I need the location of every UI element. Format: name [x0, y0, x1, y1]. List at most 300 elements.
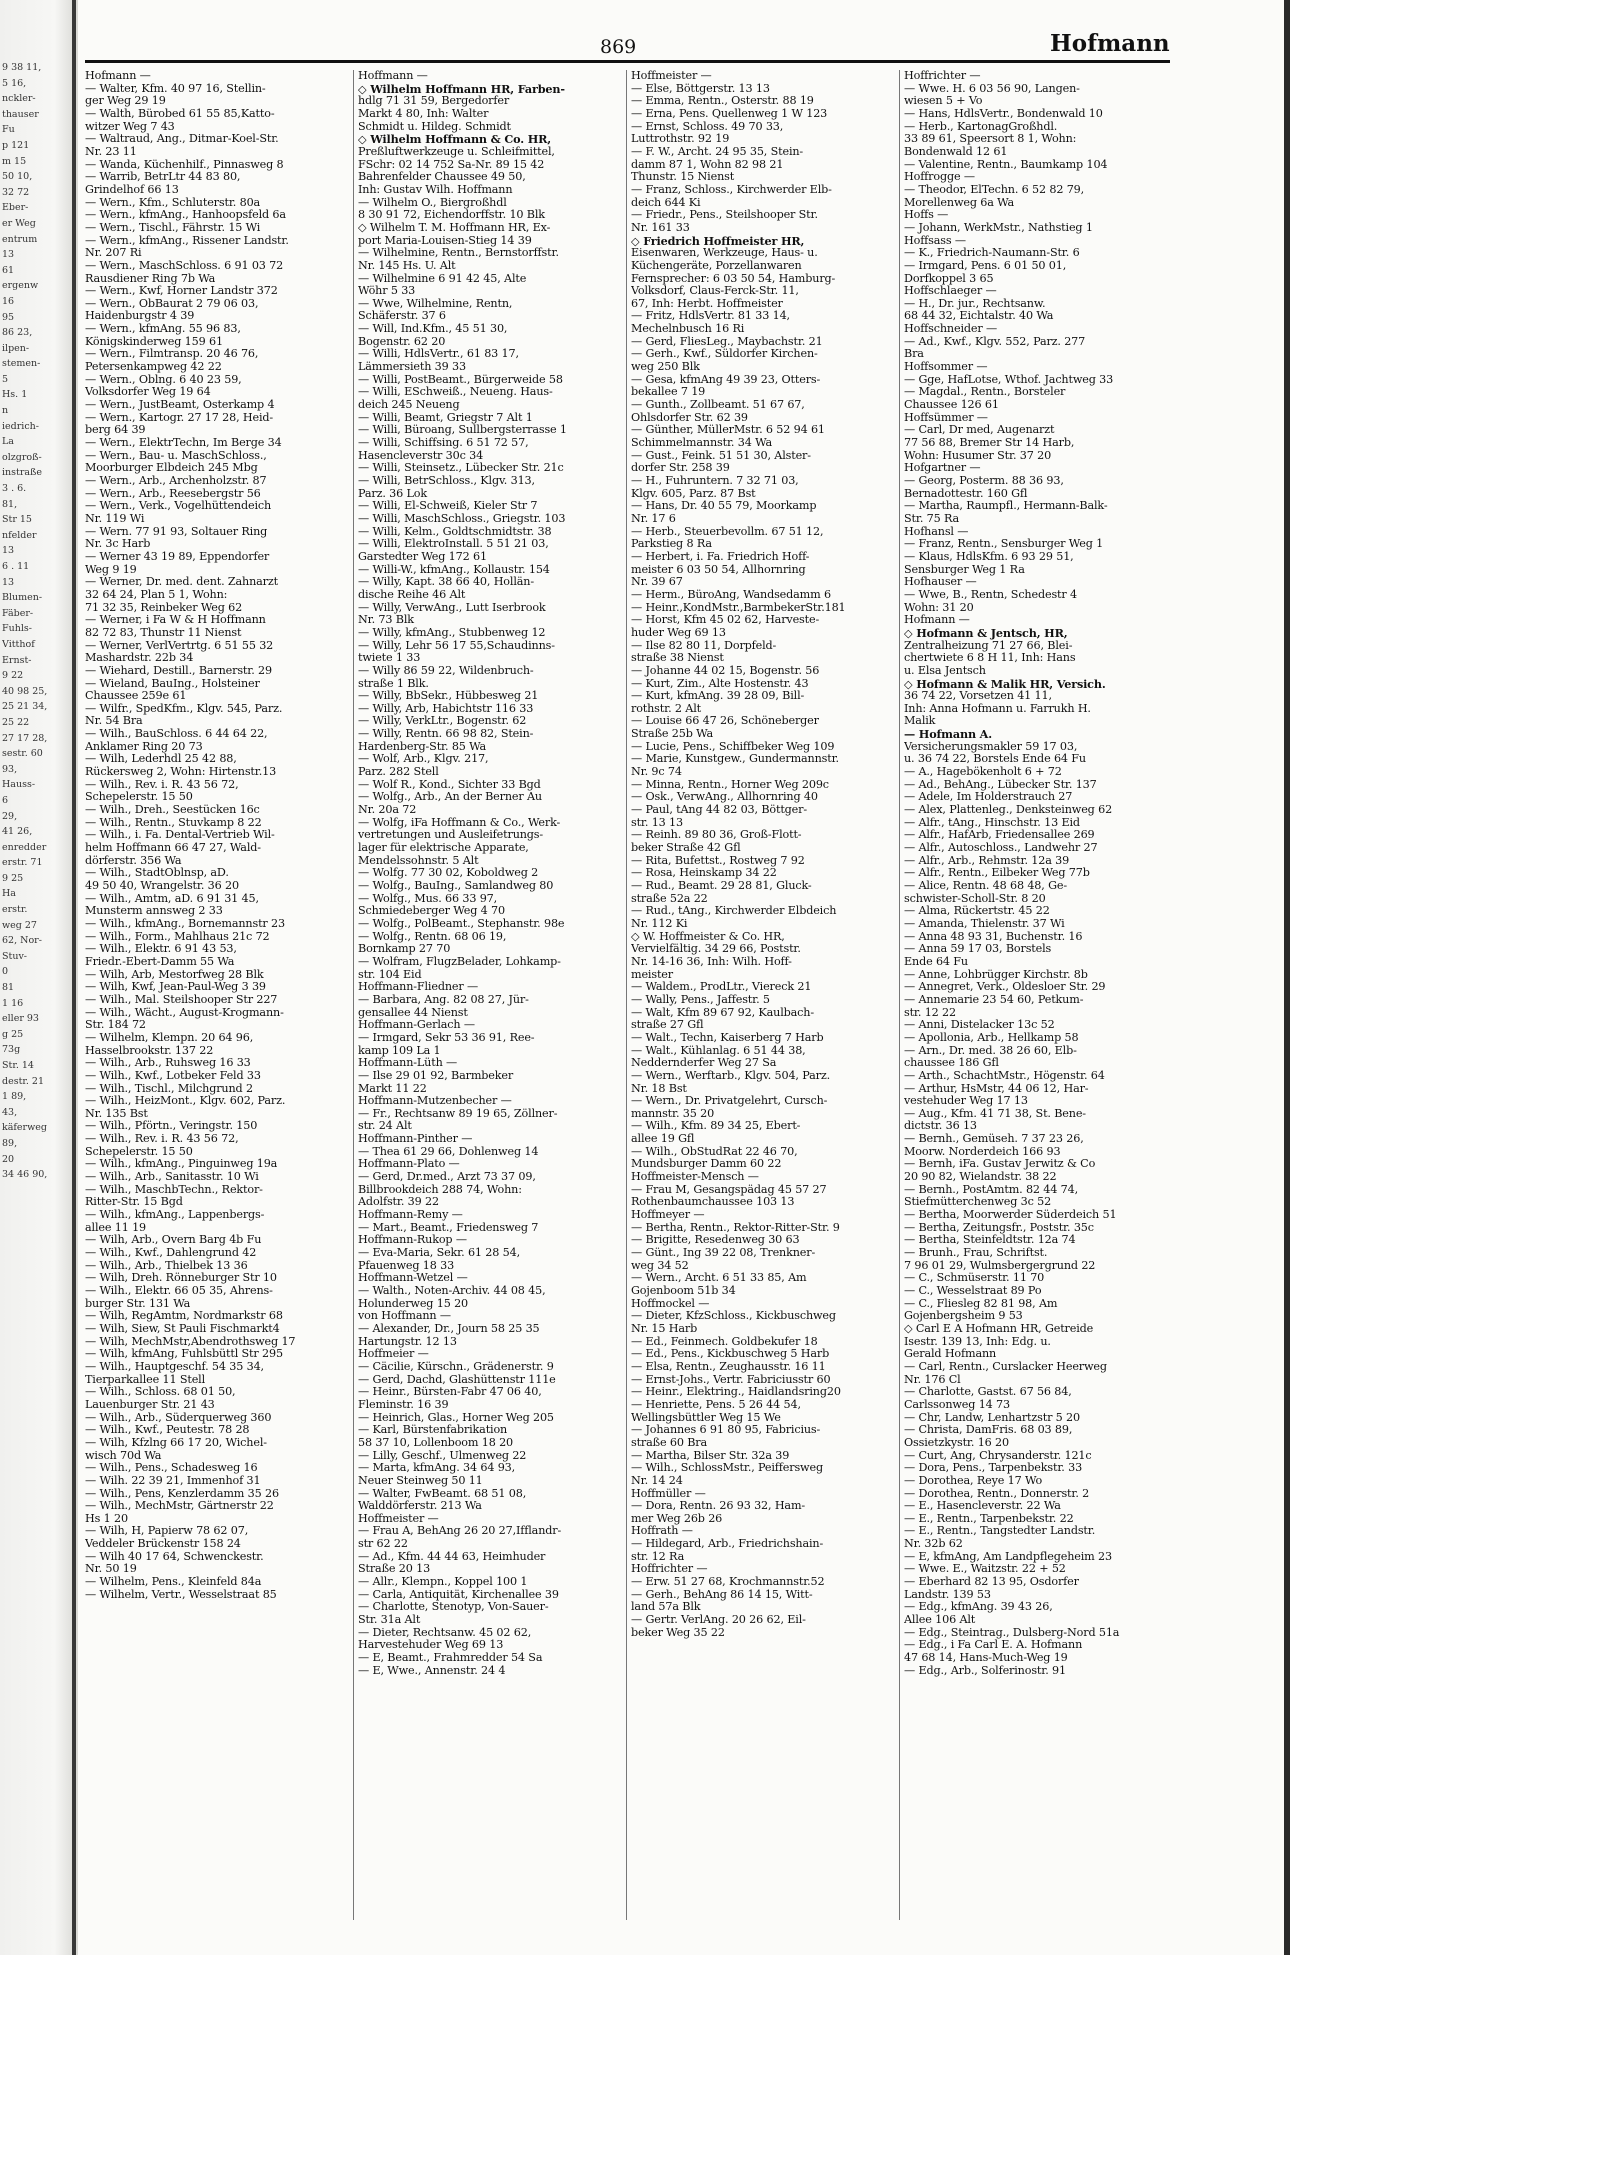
directory-entry: — Martha, Raumpfl., Hermann-Balk- — [904, 500, 1108, 513]
directory-entry: — Arn., Dr. med. 38 26 60, Elb- — [904, 1044, 1077, 1057]
directory-entry: — Arthur, HsMstr, 44 06 12, Har- — [904, 1082, 1089, 1095]
directory-entry: — Adele, Im Holderstrauch 27 — [904, 791, 1073, 804]
directory-entry: — Wilhelm, Pens., Kleinfeld 84a — [85, 1576, 262, 1589]
surname-heading: Hoffmann-Wetzel — — [358, 1272, 468, 1285]
directory-entry: — Ad., Kfm. 44 44 63, Heimhuder — [358, 1550, 546, 1563]
entry-continuation: Hardenberg-Str. 85 Wa — [358, 740, 487, 753]
entry-continuation: str. 12 Ra — [631, 1550, 685, 1563]
facing-page-fragment: Str. 14 — [2, 1060, 34, 1071]
directory-entry: — Willi, ElektroInstall. 5 51 21 03, — [358, 538, 549, 551]
entry-continuation: beker Weg 35 22 — [631, 1626, 725, 1639]
directory-entry: — Gerd, FliesLeg., Maybachstr. 21 — [631, 335, 823, 348]
facing-page-fragment: eller 93 — [2, 1013, 39, 1025]
directory-entry: — C., Schmüserstr. 11 70 — [904, 1272, 1045, 1285]
directory-entry: — Wilhelm O., Biergroßhdl — [358, 196, 507, 209]
entry-continuation: Nr. 176 Cl — [904, 1373, 961, 1386]
directory-entry: — Willi, El-Schweiß, Kieler Str 7 — [358, 500, 538, 513]
surname-heading: Hoffmann-Plato — — [358, 1158, 460, 1171]
directory-entry: — Wilh, Arb., Övern Barg 4b Fu — [85, 1234, 262, 1247]
facing-page-fragment: 9 25 — [2, 872, 24, 884]
facing-page-fragment: 20 — [2, 1153, 15, 1165]
directory-entry: — Frau A, BehAng 26 20 27,Ifflandr- — [358, 1525, 562, 1538]
entry-continuation: 77 56 88, Bremer Str 14 Harb, — [904, 437, 1075, 450]
surname-heading: Hoffmann-Gerlach — — [358, 1019, 475, 1032]
directory-entry: — Wern., Verk., Vogelhüttendeich — [85, 500, 272, 513]
directory-entry: — Brunh., Frau, Schriftst. — [904, 1247, 1048, 1260]
directory-entry: — Marie, Kunstgew., Gundermannstr. — [631, 753, 839, 766]
entry-continuation: port Maria-Louisen-Stieg 14 39 — [358, 234, 532, 247]
entry-continuation: Str. 184 72 — [85, 1019, 146, 1032]
facing-page-fragment: nckler- — [2, 93, 36, 105]
facing-page-fragment: Ha — [2, 888, 16, 900]
entry-continuation: wiesen 5 + Vo — [904, 95, 983, 108]
directory-columns — [85, 70, 1175, 1920]
entry-continuation: Markt 11 22 — [358, 1082, 427, 1095]
directory-entry: — Franz, Rentn., Sensburger Weg 1 — [904, 538, 1104, 551]
directory-entry: — Carl, Rentn., Curslacker Heerweg — [904, 1360, 1107, 1373]
directory-entry: — E, Wwe., Annenstr. 24 4 — [358, 1664, 506, 1677]
directory-entry: — Wilh., Arb., Sanitasstr. 10 Wi — [85, 1171, 259, 1184]
entry-continuation: str. 12 22 — [904, 1006, 956, 1019]
directory-entry: — Allr., Klempn., Koppel 100 1 — [358, 1576, 528, 1589]
entry-continuation: Vervielfältig. 34 29 66, Poststr. — [631, 943, 801, 956]
directory-entry: — Henriette, Pens. 5 26 44 54, — [631, 1398, 801, 1411]
directory-entry: — Wilh., Elektr. 66 05 35, Ahrens- — [85, 1285, 273, 1297]
entry-continuation: Morellenweg 6a Wa — [904, 196, 1015, 209]
facing-page-fragment: 34 46 90, — [2, 1169, 48, 1181]
entry-continuation: straße 60 Bra — [631, 1436, 707, 1449]
directory-entry: — Wilh. 22 39 21, Immenhof 31 — [85, 1474, 261, 1487]
facing-page-fragment: erstr. — [2, 904, 28, 916]
surname-heading: Hoffmeyer — — [631, 1209, 705, 1222]
entry-continuation: 8 30 91 72, Eichendorffstr. 10 Blk — [358, 209, 545, 222]
entry-continuation: meister — [631, 968, 673, 981]
directory-entry: — Wern., ElektrTechn, Im Berge 34 — [85, 437, 282, 450]
directory-entry: — Wiehard, Destill., Barnerstr. 29 — [85, 664, 272, 677]
facing-page-fragment: sestr. 60 — [2, 748, 43, 760]
directory-entry: — Anni, Distelacker 13c 52 — [904, 1019, 1055, 1032]
directory-entry: — Wilh., Rev. i. R. 43 56 72, — [85, 1133, 239, 1146]
directory-entry: — Willy, VerkLtr., Bogenstr. 62 — [358, 715, 527, 728]
directory-entry: — Wilh., Kfm. 89 34 25, Ebert- — [631, 1120, 801, 1133]
directory-entry: — Wern. 77 91 93, Soltauer Ring — [85, 525, 268, 538]
entry-continuation: dictstr. 36 13 — [904, 1120, 977, 1133]
surname-heading: Hoffsümmer — — [904, 411, 988, 424]
directory-column-4 — [904, 70, 1166, 1920]
entry-continuation: straße 38 Nienst — [631, 652, 724, 665]
entry-continuation: Adolfstr. 39 22 — [358, 1196, 439, 1209]
facing-page-fragment: La — [2, 436, 14, 448]
directory-entry: — Wilh., Kwf., Dahlengrund 42 — [85, 1247, 257, 1260]
directory-entry: — Klaus, HdlsKfm. 6 93 29 51, — [904, 550, 1074, 563]
entry-continuation: Bondenwald 12 61 — [904, 145, 1008, 158]
entry-continuation: hdlg 71 31 59, Bergedorfer — [358, 95, 510, 108]
directory-entry: — Wern., Bau- u. MaschSchloss., — [85, 449, 267, 462]
facing-page-fragment: Fäber- — [2, 607, 34, 619]
entry-continuation: Nr. 39 67 — [631, 576, 683, 589]
directory-entry: — Wilh., Arb., Ruhsweg 16 33 — [85, 1057, 251, 1070]
surname-heading: Hoffs — — [904, 209, 949, 222]
facing-page-fragment: ilpen- — [2, 342, 30, 354]
directory-entry: — Mart., Beamt., Friedensweg 7 — [358, 1221, 539, 1234]
entry-continuation: Carlssonweg 14 73 — [904, 1398, 1010, 1411]
surname-heading: Hoffrichter — — [631, 1563, 708, 1576]
directory-entry: — Johann, WerkMstr., Nathstieg 1 — [904, 221, 1093, 234]
entry-continuation: Hs 1 20 — [85, 1512, 128, 1525]
entry-continuation: Nr. 20a 72 — [358, 804, 417, 817]
entry-continuation: Küchengeräte, Porzellanwaren — [631, 259, 802, 272]
entry-continuation: Nr. 18 Bst — [631, 1082, 687, 1095]
entry-continuation: straße 52a 22 — [631, 892, 708, 905]
entry-continuation: Versicherungsmakler 59 17 03, — [904, 740, 1078, 753]
entry-continuation: Hartungstr. 12 13 — [358, 1335, 457, 1348]
entry-continuation: Nr. 50 19 — [85, 1563, 137, 1576]
directory-entry: — Anna 48 93 31, Buchenstr. 16 — [904, 930, 1083, 943]
directory-entry: — Werner, i Fa W & H Hoffmann — [85, 614, 266, 627]
entry-continuation: Munsterm annsweg 2 33 — [85, 905, 223, 918]
facing-page-fragment: Vitthof — [2, 638, 35, 650]
surname-heading: Hoffmeister — — [358, 1512, 439, 1525]
directory-entry: — Wolfg., Mus. 66 33 97, — [358, 892, 498, 905]
directory-entry: — E, kfmAng, Am Landpflegeheim 23 — [904, 1550, 1112, 1563]
directory-entry: — Willy, Rentn. 66 98 82, Stein- — [358, 728, 534, 741]
entry-continuation: berg 64 39 — [85, 424, 146, 437]
entry-continuation: land 57a Blk — [631, 1601, 701, 1614]
directory-entry: — E, Beamt., Frahmredder 54 Sa — [358, 1652, 543, 1665]
entry-continuation: str. 13 13 — [631, 816, 683, 829]
directory-entry: — Alexander, Dr., Journ 58 25 35 — [358, 1322, 540, 1335]
directory-entry: — Willy, Arb, Habichtstr 116 33 — [358, 702, 534, 715]
directory-entry: — Alfr., Autoschloss., Landwehr 27 — [904, 842, 1098, 855]
entry-continuation: Harvestehuder Weg 69 13 — [358, 1639, 504, 1652]
directory-entry: — Wilh., Pförtn., Veringstr. 150 — [85, 1120, 258, 1133]
directory-entry: — Wilh., Rev. i. R. 43 56 72, — [85, 778, 239, 791]
directory-entry: — Willi, Büroang, Sullbergsterrasse 1 — [358, 424, 567, 437]
facing-page-fragment: iedrich- — [2, 420, 39, 432]
entry-continuation: Chaussee 126 61 — [904, 399, 999, 412]
facing-page-fragment: 50 10, — [2, 171, 33, 183]
entry-continuation: allee 11 19 — [85, 1221, 147, 1234]
entry-continuation: Wellingsbüttler Weg 15 We — [631, 1411, 781, 1424]
entry-continuation: Str. 75 Ra — [904, 512, 960, 525]
directory-entry: — Rosa, Heinskamp 34 22 — [631, 867, 777, 880]
entry-continuation: allee 19 Gfl — [631, 1133, 695, 1146]
entry-continuation: Ossietzkystr. 16 20 — [904, 1436, 1009, 1449]
entry-continuation: Nr. 14 24 — [631, 1474, 683, 1487]
directory-entry: — Wern., MaschSchloss. 6 91 03 72 — [85, 259, 284, 272]
entry-continuation: Schäferstr. 37 6 — [358, 310, 446, 323]
facing-page-fragment: Ernst- — [2, 654, 32, 666]
entry-continuation: Isestr. 139 13, Inh: Edg. u. — [904, 1335, 1051, 1348]
facing-page-fragment: 41 26, — [2, 826, 33, 838]
directory-entry: — Wilh., Arb., Süderquerweg 360 — [85, 1411, 272, 1424]
directory-entry: — Gesa, kfmAng 49 39 23, Otters- — [631, 373, 821, 386]
entry-continuation: Pfauenweg 18 33 — [358, 1259, 455, 1272]
directory-entry: — Chr, Landw, Lenhartzstr 5 20 — [904, 1411, 1080, 1424]
entry-continuation: u. 36 74 22, Borstels Ende 64 Fu — [904, 753, 1086, 766]
facing-page-fragment: weg 27 — [2, 919, 37, 931]
facing-page-fragment: 13 — [2, 576, 15, 588]
entry-continuation: Mashardstr. 22b 34 — [85, 652, 194, 665]
directory-entry: — Wolf R., Kond., Sichter 33 Bgd — [358, 778, 541, 791]
directory-entry: — Annegret, Verk., Oldesloer Str. 29 — [904, 981, 1106, 994]
directory-entry: — Wilh., Kwf., Peutestr. 78 28 — [85, 1424, 250, 1437]
entry-continuation: Bahrenfelder Chaussee 49 50, — [358, 171, 526, 184]
directory-entry: — Aug., Kfm. 41 71 38, St. Bene- — [904, 1107, 1086, 1120]
facing-page-fragment: 6 — [2, 794, 9, 806]
directory-entry: — Wilh 40 17 64, Schwenckestr. — [85, 1550, 264, 1563]
facing-page-fragment: er Weg — [2, 217, 36, 229]
entry-continuation: 7 96 01 29, Wulmsbergergrund 22 — [904, 1259, 1096, 1272]
page-number: 869 — [600, 36, 637, 58]
directory-entry: — Wern., kfmAng. 55 96 83, — [85, 323, 241, 336]
surname-heading: Hofmann — — [904, 614, 970, 627]
entry-continuation: Nr. 3c Harb — [85, 538, 151, 551]
entry-continuation: schwister-Scholl-Str. 8 20 — [904, 892, 1046, 905]
entry-continuation: helm Hoffmann 66 47 27, Wald- — [85, 842, 261, 855]
directory-entry: — H., Fuhruntern. 7 32 71 03, — [631, 475, 799, 487]
facing-page-fragment: 5 — [2, 373, 9, 385]
directory-entry: — Arth., SchachtMstr., Högenstr. 64 — [904, 1069, 1105, 1082]
directory-entry: — Walter, FwBeamt. 68 51 08, — [358, 1487, 527, 1500]
facing-page-fragment: 81 — [2, 982, 15, 994]
directory-entry: — Wern., Kartogr. 27 17 28, Heid- — [85, 411, 274, 424]
directory-entry: — Barbara, Ang. 82 08 27, Jür- — [358, 993, 529, 1006]
directory-entry: — Erna, Pens. Quellenweg 1 W 123 — [631, 107, 828, 120]
entry-continuation: vestehuder Weg 17 13 — [904, 1095, 1028, 1108]
facing-page-fragment: nfelder — [2, 529, 37, 541]
directory-entry: — Edg., i Fa Carl E. A. Hofmann — [904, 1639, 1083, 1652]
directory-entry: ◇ W. Hoffmeister & Co. HR, — [631, 930, 785, 943]
facing-page-fragment: 25 21 34, — [2, 701, 48, 713]
entry-continuation: Chaussee 259e 61 — [85, 690, 187, 703]
entry-continuation: u. Elsa Jentsch — [904, 664, 986, 677]
directory-entry: — Irmgard, Pens. 6 01 50 01, — [904, 259, 1067, 272]
directory-entry: — Amanda, Thielenstr. 37 Wi — [904, 917, 1065, 930]
facing-page-fragment: 9 22 — [2, 670, 24, 682]
surname-heading: Hofhansl — — [904, 525, 969, 538]
directory-entry: — Wieland, BauIng., Holsteiner — [85, 677, 260, 690]
directory-entry: — Wilh., kfmAng., Pinguinweg 19a — [85, 1158, 278, 1171]
directory-entry: — Ad., BehAng., Lübecker Str. 137 — [904, 778, 1097, 791]
binding-shadow — [72, 0, 76, 1955]
directory-entry: — Gerh., BehAng 86 14 15, Witt- — [631, 1588, 813, 1601]
entry-continuation: witzer Weg 7 43 — [85, 120, 175, 133]
surname-heading: Hoffsass — — [904, 234, 966, 247]
directory-entry: — Bertha, Rentn., Rektor-Ritter-Str. 9 — [631, 1221, 840, 1234]
directory-entry: — Wilh., Dreh., Seestücken 16c — [85, 804, 260, 817]
entry-continuation: 32 64 24, Plan 5 1, Wohn: — [85, 588, 228, 601]
directory-entry: — C., Wesselstraat 89 Po — [904, 1285, 1042, 1297]
facing-page-fragment: p 121 — [2, 139, 30, 151]
directory-entry: — Wern., Arb., Reesebergstr 56 — [85, 487, 261, 500]
directory-entry: — Alex, Plattenleg., Denksteinweg 62 — [904, 804, 1113, 817]
entry-continuation: Hasencleverstr 30c 34 — [358, 449, 484, 462]
directory-entry: — Louise 66 47 26, Schöneberger — [631, 715, 819, 728]
directory-entry: — Wilh., kfmAng., Bornemannstr 23 — [85, 917, 285, 930]
directory-entry: — Gerd, Dr.med., Arzt 73 37 09, — [358, 1171, 536, 1184]
facing-page-fragment: 86 23, — [2, 327, 33, 339]
directory-entry: — Elsa, Rentn., Zeughausstr. 16 11 — [631, 1360, 826, 1373]
directory-entry: — Willy, VerwAng., Lutt Iserbrook — [358, 601, 546, 614]
directory-entry: — Hofmann A. — [904, 728, 992, 741]
directory-entry: — Wilh., Form., Mahlhaus 21c 72 — [85, 930, 270, 943]
entry-continuation: Schmidt u. Hildeg. Schmidt — [358, 120, 511, 133]
directory-entry: — Wolfg., PolBeamt., Stephanstr. 98e — [358, 917, 565, 930]
directory-entry: — Gge, HafLotse, Wthof. Jachtweg 33 — [904, 373, 1114, 386]
entry-continuation: huder Weg 69 13 — [631, 626, 726, 639]
facing-page-fragment: 43, — [2, 1106, 18, 1118]
entry-continuation: Bornkamp 27 70 — [358, 943, 451, 956]
directory-entry: — Lilly, Geschf., Ulmenweg 22 — [358, 1449, 527, 1462]
directory-entry: — Werner 43 19 89, Eppendorfer — [85, 550, 270, 563]
entry-continuation: Ritter-Str. 15 Bgd — [85, 1196, 183, 1209]
directory-entry: — Rita, Bufettst., Rostweg 7 92 — [631, 854, 805, 867]
entry-continuation: Straße 25b Wa — [631, 728, 714, 741]
entry-continuation: Bogenstr. 62 20 — [358, 335, 446, 348]
directory-entry: — Hildegard, Arb., Friedrichshain- — [631, 1538, 824, 1551]
directory-entry: — Valentine, Rentn., Baumkamp 104 — [904, 158, 1108, 171]
facing-page-fragment: 0 — [2, 966, 9, 978]
surname-heading: Hoffmann-Lüth — — [358, 1057, 458, 1070]
entry-continuation: Haidenburgstr 4 39 — [85, 310, 195, 323]
surname-heading: Hoffmann-Rukop — — [358, 1234, 467, 1247]
entry-continuation: FSchr: 02 14 752 Sa-Nr. 89 15 42 — [358, 158, 545, 171]
facing-page-fragment: 1 16 — [2, 997, 24, 1009]
entry-continuation: twiete 1 33 — [358, 652, 421, 665]
facing-page-fragment: thauser — [2, 108, 39, 120]
facing-page-fragment: 9 38 11, — [2, 62, 42, 73]
directory-entry: — Wolfg. 77 30 02, Koboldweg 2 — [358, 867, 539, 880]
entry-continuation: dörferstr. 356 Wa — [85, 854, 182, 867]
entry-continuation: Rothenbaumchaussee 103 13 — [631, 1196, 795, 1209]
directory-entry: — F. W., Archt. 24 95 35, Stein- — [631, 145, 804, 158]
directory-entry: — Wilh, MechMstr,Abendrothsweg 17 — [85, 1335, 296, 1348]
directory-entry: — Wilh, Kwf, Jean-Paul-Weg 3 39 — [85, 981, 266, 994]
entry-continuation: dische Reihe 46 Alt — [358, 588, 466, 601]
entry-continuation: Fernsprecher: 6 03 50 54, Hamburg- — [631, 272, 836, 285]
entry-continuation: Lämmersieth 39 33 — [358, 361, 466, 374]
entry-continuation: Nr. 23 11 — [85, 145, 137, 158]
surname-heading: Hoffmeister-Mensch — — [631, 1171, 759, 1184]
entry-continuation: Nr. 73 Blk — [358, 614, 414, 627]
surname-heading: Hofgartner — — [904, 462, 981, 475]
directory-entry: — Alfr., HafArb, Friedensallee 269 — [904, 829, 1095, 842]
entry-continuation: vertretungen und Ausleifetrungs- — [358, 829, 544, 842]
directory-entry: — Wwe, B., Rentn, Schedestr 4 — [904, 588, 1077, 601]
surname-heading: von Hoffmann — — [358, 1310, 451, 1323]
entry-continuation: 67, Inh: Herbt. Hoffmeister — [631, 297, 783, 310]
directory-entry: — Willi, Kelm., Goldtschmidtstr. 38 — [358, 525, 552, 538]
directory-entry: — Fritz, HdlsVertr. 81 33 14, — [631, 310, 790, 323]
directory-entry: — Ernst, Schloss. 49 70 33, — [631, 120, 784, 133]
directory-entry: — Wern., JustBeamt, Osterkamp 4 — [85, 399, 275, 412]
directory-entry: — Willi, Beamt, Griegstr 7 Alt 1 — [358, 411, 533, 424]
directory-entry: — Herm., BüroAng, Wandsedamm 6 — [631, 588, 831, 601]
directory-entry: — Gertr. VerlAng. 20 26 62, Eil- — [631, 1614, 806, 1627]
directory-entry: — Heinr.,KondMstr.,BarmbekerStr.181 — [631, 601, 846, 614]
entry-continuation: Moorw. Norderdeich 166 93 — [904, 1145, 1061, 1158]
facing-page-fragment: Hs. 1 — [2, 389, 28, 401]
entry-continuation: Nr. 32b 62 — [904, 1538, 963, 1551]
directory-entry: — Wern., Tischl., Fährstr. 15 Wi — [85, 221, 261, 234]
directory-entry: ◇ Friedrich Hoffmeister HR, — [631, 234, 805, 248]
entry-continuation: 58 37 10, Lollenboom 18 20 — [358, 1436, 514, 1449]
entry-continuation: rothstr. 2 Alt — [631, 702, 701, 715]
facing-page-fragment: Fuhls- — [2, 623, 32, 635]
entry-continuation: Nr. 112 Ki — [631, 917, 688, 930]
directory-entry: — Bernh, iFa. Gustav Jerwitz & Co — [904, 1158, 1096, 1171]
directory-entry: — Franz, Schloss., Kirchwerder Elb- — [631, 183, 832, 196]
entry-continuation: weg 250 Blk — [631, 361, 700, 374]
entry-continuation: Stiefmütterchenweg 3c 52 — [904, 1196, 1052, 1209]
directory-entry: — Wilh., Rentn., Stuvkamp 8 22 — [85, 816, 262, 829]
entry-continuation: Nr. 14-16 36, Inh: Wilh. Hoff- — [631, 955, 792, 968]
entry-continuation: Rückersweg 2, Wohn: Hirtenstr.13 — [85, 766, 277, 779]
directory-entry: — Magdal., Rentn., Borsteler — [904, 386, 1066, 399]
directory-entry: — Willi, PostBeamt., Bürgerweide 58 — [358, 373, 563, 386]
facing-page-fragment: stemen- — [2, 358, 41, 370]
directory-entry: — Frau M, Gesangspädag 45 57 27 — [631, 1183, 827, 1196]
entry-continuation: gensallee 44 Nienst — [358, 1006, 468, 1019]
entry-continuation: Tierparkallee 11 Stell — [85, 1373, 206, 1386]
directory-entry: — Willi-W., kfmAng., Kollaustr. 154 — [358, 563, 550, 576]
directory-entry: — Wilh., i. Fa. Dental-Vertrieb Wil- — [85, 829, 275, 842]
directory-entry: — Willy, Lehr 56 17 55,Schaudinns- — [358, 639, 555, 652]
entry-continuation: 68 44 32, Eichtalstr. 40 Wa — [904, 310, 1054, 323]
entry-continuation: Thunstr. 15 Nienst — [631, 171, 735, 184]
directory-entry: — Marta, kfmAng. 34 64 93, — [358, 1462, 516, 1475]
directory-entry: — Wilh., kfmAng., Lappenbergs- — [85, 1209, 265, 1222]
directory-entry: — Wern., Archt. 6 51 33 85, Am — [631, 1272, 807, 1285]
directory-entry: — Wilh., Pens., Schadesweg 16 — [85, 1462, 258, 1475]
entry-continuation: Grindelhof 66 13 — [85, 183, 179, 196]
entry-continuation: 82 72 83, Thunstr 11 Nienst — [85, 626, 242, 639]
directory-entry: — Bertha, Moorwerder Süderdeich 51 — [904, 1209, 1117, 1222]
facing-page-fragment: 40 98 25, — [2, 685, 48, 697]
directory-entry: — Bertha, Steinfeldtstr. 12a 74 — [904, 1234, 1076, 1247]
directory-entry: ◇ Carl E A Hofmann HR, Getreide — [904, 1322, 1094, 1335]
directory-entry: — Walth, Bürobed 61 55 85,Katto- — [85, 107, 275, 120]
directory-entry: — Friedr., Pens., Steilshooper Str. — [631, 209, 818, 222]
directory-entry: — Irmgard, Sekr 53 36 91, Ree- — [358, 1031, 535, 1044]
entry-continuation: Mechelnbusch 16 Ri — [631, 323, 745, 336]
directory-entry: — Heinrich, Glas., Horner Weg 205 — [358, 1411, 554, 1424]
directory-entry: — Anne, Lohbrügger Kirchstr. 8b — [904, 968, 1088, 981]
facing-page-fragment: 62, Nor- — [2, 935, 42, 947]
directory-entry: — Gerd, Dachd, Glashüttenstr 111e — [358, 1373, 556, 1386]
facing-page-fragment: n — [2, 405, 9, 417]
facing-page-fragment: 81, — [2, 498, 18, 510]
header-rule — [85, 60, 1170, 63]
entry-continuation: Veddeler Brückenstr 158 24 — [85, 1538, 241, 1551]
facing-page-fragment: 27 17 28, — [2, 732, 48, 744]
directory-entry: — Waldem., ProdLtr., Viereck 21 — [631, 981, 812, 994]
directory-entry: — Curt, Ang, Chrysanderstr. 121c — [904, 1449, 1092, 1462]
entry-continuation: Mendelssohnstr. 5 Alt — [358, 854, 479, 867]
directory-entry: ◇ Wilhelm Hoffmann & Co. HR, — [358, 133, 552, 146]
directory-entry: — Dorothea, Reye 17 Wo — [904, 1474, 1043, 1487]
facing-page-fragment: 61 — [2, 264, 15, 276]
directory-entry: — Werner, VerlVertrtg. 6 51 55 32 — [85, 639, 274, 652]
directory-entry: — Carla, Antiquität, Kirchenallee 39 — [358, 1588, 559, 1601]
entry-continuation: Wöhr 5 33 — [358, 285, 416, 298]
directory-entry: — Willi, MaschSchloss., Griegstr. 103 — [358, 512, 566, 525]
entry-continuation: Landstr. 139 53 — [904, 1588, 991, 1601]
directory-entry: — Wilh., Wächt., August-Krogmann- — [85, 1006, 284, 1019]
directory-entry: — Wilfr., SpedKfm., Klgv. 545, Parz. — [85, 702, 283, 715]
directory-entry: — Rud., Beamt. 29 28 81, Gluck- — [631, 880, 812, 892]
